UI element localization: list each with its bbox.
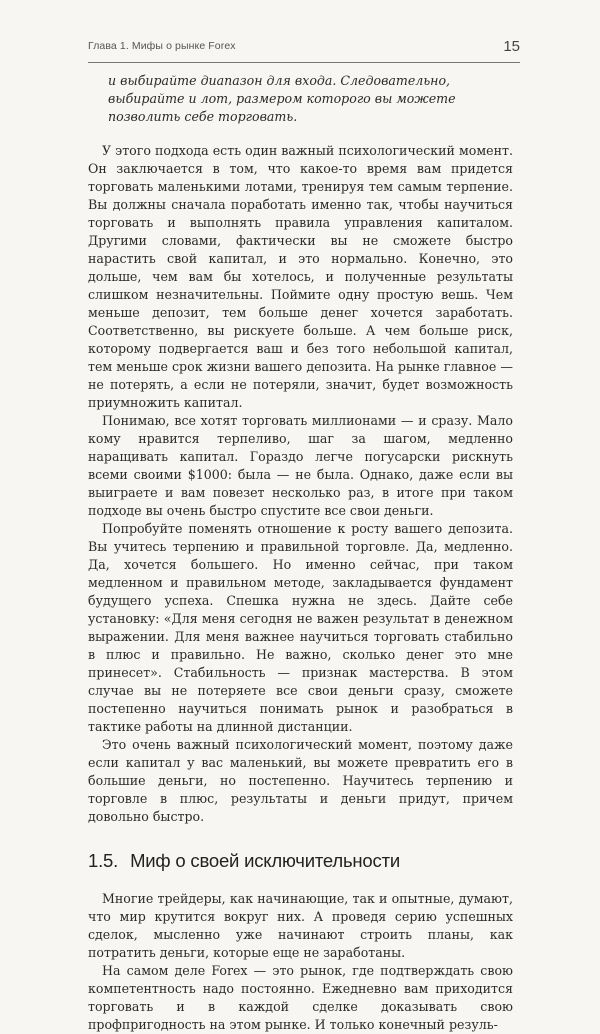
- page-header: [88, 40, 520, 58]
- page-number: 15: [503, 38, 520, 55]
- page-body: [88, 72, 513, 1034]
- intro-italic-text: и выбирайте диапазон для входа. Следовательно, выбирайте и лот, размером которого вы можете позволить себе торговать.: [108, 73, 456, 124]
- paragraph: Это очень важный психологический момент, поэтому даже если капитал у вас маленький, вы можете превратить его в большие деньги, но постепенно. Научитесь терпению и торговле в плюс, результаты и деньги придут, причем довольно быстро.: [88, 737, 513, 824]
- section-heading: [88, 852, 513, 870]
- running-head: Глава 1. Мифы о рынке Forex: [88, 40, 236, 52]
- header-rule: [88, 62, 520, 63]
- paragraph: Многие трейдеры, как начинающие, так и опытные, думают, что мир крутится вокруг них. А проведя серию успешных сделок, мысленно уже начинают строить планы, как потратить деньги, которые еще не заработаны.: [88, 891, 513, 960]
- paragraph: Попробуйте поменять отношение к росту вашего депозита. Вы учитесь терпению и правильной торговле. Да, медленно. Да, хочется большего. Но именно сейчас, при таком медленном и правильном методе, закладывается фундамент будущего успеха. Спешка нужна не здесь. Дайте себе установку: «Для меня сегодня не важен результат в денежном выражении. Для меня важнее научиться торговать стабильно в плюс и правильно. Не важно, сколько денег это мне принесет». Стабильность — признак мастерства. В этом случае вы не потеряете все свои деньги сразу, сможете постепенно научиться понимать рынок и разобраться в тактике работы на длинной дистанции.: [88, 521, 513, 734]
- paragraph: На самом деле Forex — это рынок, где подтверждать свою компетентность надо постоянно. Ежедневно вам приходится торговать и в каждой сделке доказывать свою профпригодность на этом рынке. И только конечный резуль-: [88, 963, 513, 1032]
- paragraph: Понимаю, все хотят торговать миллионами — и сразу. Мало кому нравится терпеливо, шаг за шагом, медленно наращивать капитал. Гораздо легче погусарски рискнуть всеми своими $1000: была — не была. Однако, даже если вы выиграете и вам повезет несколько раз, в итоге при таком подходе вы очень быстро спустите все свои деньги.: [88, 413, 513, 518]
- section-number: 1.5.: [88, 850, 119, 871]
- paragraph: У этого подхода есть один важный психологический момент. Он заключается в том, что какое-то время вам придется торговать маленькими лотами, тренируя тем самым терпение. Вы должны сначала поработать именно так, чтобы научиться торговать и выполнять правила управления капиталом. Другими словами, фактически вы не сможете быстро нарастить свой капитал, и это нормально. Конечно, это дольше, чем вам бы хотелось, и полученные результаты слишком незначительны. Поймите одну простую вешь. Чем меньше депозит, тем больше денег хочется заработать. Соответственно, вы рискуете больше. А чем больше риск, которому подвергается ваш и без того небольшой капитал, тем меньше срок жизни вашего депозита. На рынке главное — не потерять, а если не потеряли, значит, будет возможность приумножить капитал.: [88, 143, 513, 410]
- section-title: Миф о своей исключительности: [130, 850, 400, 871]
